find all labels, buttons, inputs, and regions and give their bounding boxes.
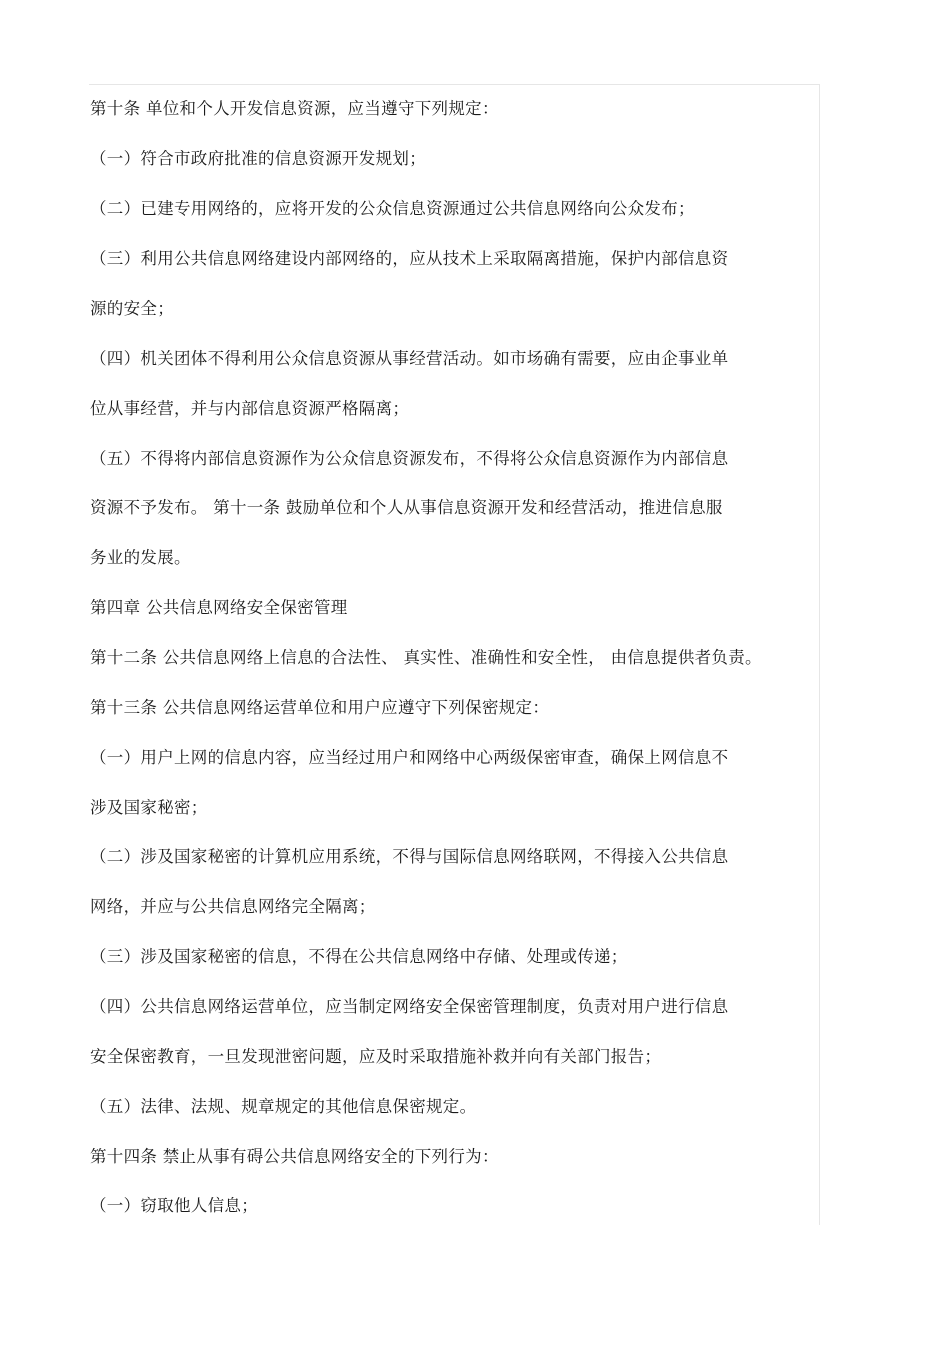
- text-line: （一）窃取他人信息；: [90, 1196, 258, 1215]
- text-line: （三）利用公共信息网络建设内部网络的，应从技术上采取隔离措施，保护内部信息资: [90, 249, 729, 268]
- text-line: 安全保密教育，一旦发现泄密问题，应及时采取措施补救并向有关部门报告；: [90, 1047, 662, 1066]
- text-line: 涉及国家秘密；: [90, 798, 208, 817]
- text-line: （四）公共信息网络运营单位，应当制定网络安全保密管理制度，负责对用户进行信息: [90, 997, 729, 1016]
- text-line: 位从事经营，并与内部信息资源严格隔离；: [90, 399, 410, 418]
- text-line: 第十二条 公共信息网络上信息的合法性、 真实性、准确性和安全性， 由信息提供者负责。: [90, 648, 762, 667]
- text-line: 务业的发展。: [90, 548, 191, 567]
- text-line: （一）用户上网的信息内容，应当经过用户和网络中心两级保密审查，确保上网信息不: [90, 748, 729, 767]
- text-line: （五）法律、法规、规章规定的其他信息保密规定。: [90, 1097, 477, 1116]
- text-line: （五）不得将内部信息资源作为公众信息资源发布，不得将公众信息资源作为内部信息: [90, 449, 729, 468]
- text-line: （二）已建专用网络的，应将开发的公众信息资源通过公共信息网络向公众发布；: [90, 199, 695, 218]
- text-line: 第十四条 禁止从事有碍公共信息网络安全的下列行为：: [90, 1147, 499, 1166]
- document-page: [89, 84, 820, 1225]
- text-line: （四）机关团体不得利用公众信息资源从事经营活动。如市场确有需要，应由企事业单: [90, 349, 729, 368]
- text-line: 网络，并应与公共信息网络完全隔离；: [90, 897, 376, 916]
- text-line: （一）符合市政府批准的信息资源开发规划；: [90, 149, 426, 168]
- text-line: 资源不予发布。 第十一条 鼓励单位和个人从事信息资源开发和经营活动，推进信息服: [90, 498, 723, 517]
- text-line: （三）涉及国家秘密的信息，不得在公共信息网络中存储、处理或传递；: [90, 947, 628, 966]
- text-line: 源的安全；: [90, 299, 174, 318]
- text-line: 第十条 单位和个人开发信息资源，应当遵守下列规定：: [90, 99, 499, 118]
- text-line: （二）涉及国家秘密的计算机应用系统，不得与国际信息网络联网，不得接入公共信息: [90, 847, 729, 866]
- chapter-heading: 第四章 公共信息网络安全保密管理: [90, 598, 348, 617]
- text-line: 第十三条 公共信息网络运营单位和用户应遵守下列保密规定：: [90, 698, 550, 717]
